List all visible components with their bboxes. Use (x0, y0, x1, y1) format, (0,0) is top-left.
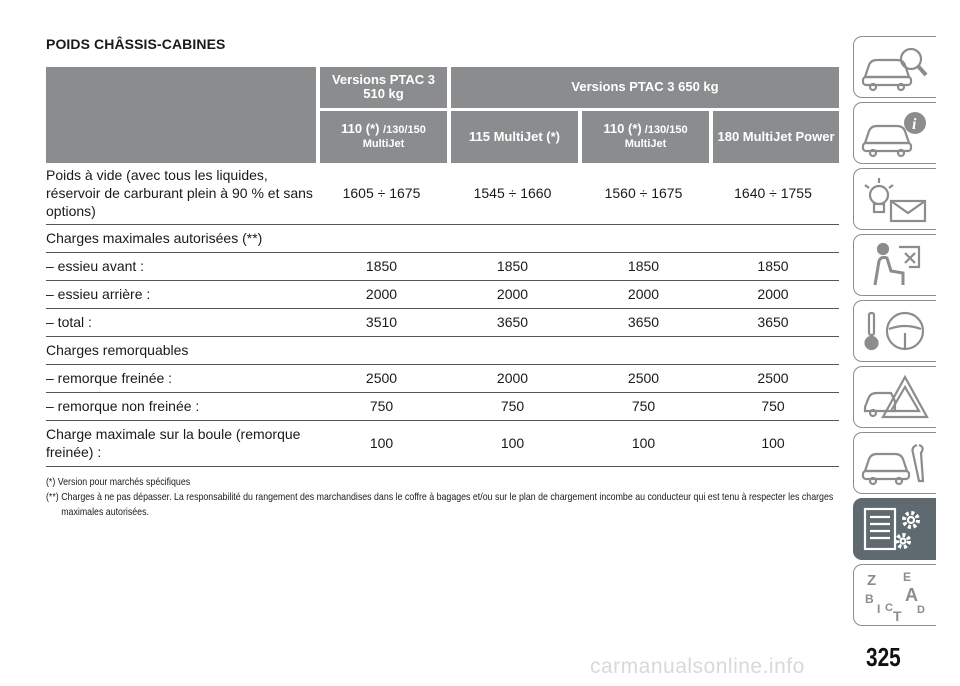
key-steering-wheel-icon (859, 305, 931, 357)
table-row (46, 364, 839, 392)
header-group-ptac-3650: Versions PTAC 3 650 kg (449, 67, 839, 109)
svg-text:B: B (865, 592, 874, 606)
footnote-marker: (**) (46, 491, 62, 503)
row-value (711, 336, 839, 364)
row-value: 2000 (318, 280, 449, 308)
chapter-tab-emergency[interactable] (853, 366, 936, 428)
row-value: 2000 (449, 280, 580, 308)
footnote-1 (46, 475, 838, 490)
row-value: 750 (449, 392, 580, 420)
table-row (46, 163, 839, 224)
table-row (46, 420, 839, 466)
row-value: 1640 ÷ 1755 (711, 163, 839, 224)
row-value: 2000 (711, 280, 839, 308)
row-value: 2000 (449, 364, 580, 392)
header-col-110-130-150-a: 110 (*) /130/150 MultiJet (318, 109, 449, 163)
chapter-tabs (853, 36, 939, 630)
chapter-tab-index[interactable] (853, 564, 936, 626)
chapter-tab-maintenance[interactable] (853, 432, 936, 494)
table-row (46, 252, 839, 280)
svg-text:T: T (893, 608, 902, 621)
svg-text:D: D (917, 604, 925, 616)
header-col-110-130-150-b: 110 (*) /130/150 MultiJet (580, 109, 711, 163)
footnote-text: Version pour marchés spécifiques (57, 476, 191, 488)
svg-text:I: I (877, 602, 881, 616)
page-number: 325 (866, 642, 901, 672)
svg-text:C: C (885, 602, 893, 614)
chapter-tab-technical-data[interactable] (853, 498, 936, 560)
chapter-tab-warning-lights[interactable] (853, 168, 936, 230)
svg-text:A: A (905, 585, 918, 605)
table-row (46, 280, 839, 308)
row-value: 3650 (580, 308, 711, 336)
svg-text:E: E (903, 570, 912, 584)
table-body (46, 163, 839, 466)
header-blank-cell (46, 67, 318, 163)
row-label: Charges remorquables (46, 336, 318, 364)
watermark: carmanualsonline.info (590, 655, 805, 678)
row-value: 3510 (318, 308, 449, 336)
svg-text:i: i (912, 116, 917, 133)
car-wrench-icon (859, 437, 931, 489)
row-value (318, 224, 449, 252)
row-value: 100 (318, 420, 449, 466)
chapter-tab-starting-driving[interactable] (853, 300, 936, 362)
row-label: – essieu arrière : (46, 280, 318, 308)
footnote-marker: (*) (46, 476, 58, 488)
chapter-tab-safety[interactable] (853, 234, 936, 296)
row-value: 750 (318, 392, 449, 420)
car-magnifier-icon (859, 41, 931, 93)
warning-triangle-crash-icon (859, 371, 931, 423)
row-value: 3650 (449, 308, 580, 336)
list-gears-icon (859, 503, 931, 555)
weights-table (46, 67, 839, 467)
header-group-ptac-3510: Versions PTAC 3 510 kg (318, 67, 449, 109)
row-label: – remorque freinée : (46, 364, 318, 392)
section-title: POIDS CHÂSSIS-CABINES (46, 36, 226, 52)
row-value (580, 224, 711, 252)
row-value: 1560 ÷ 1675 (580, 163, 711, 224)
row-value: 100 (711, 420, 839, 466)
row-label: Charges maximales autorisées (**) (46, 224, 318, 252)
row-label: – remorque non freinée : (46, 392, 318, 420)
table-row (46, 224, 839, 252)
chapter-tab-dashboard[interactable] (853, 102, 936, 164)
warning-light-envelope-icon (859, 173, 931, 225)
row-value: 1850 (711, 252, 839, 280)
alphabet-index-icon (859, 569, 931, 621)
row-value: 1850 (318, 252, 449, 280)
header-col-115-multijet: 115 MultiJet (*) (449, 109, 580, 163)
row-label: Charge maximale sur la boule (remorque freinée) : (46, 420, 318, 466)
row-value: 2500 (580, 364, 711, 392)
row-value: 100 (449, 420, 580, 466)
table-row (46, 308, 839, 336)
car-info-icon (859, 107, 931, 159)
table-row (46, 336, 839, 364)
row-value: 1850 (449, 252, 580, 280)
row-value: 100 (580, 420, 711, 466)
row-value: 2000 (580, 280, 711, 308)
row-value (580, 336, 711, 364)
row-value: 2500 (711, 364, 839, 392)
header-col-180-multijet-power: 180 MultiJet Power (711, 109, 839, 163)
footnote-text: Charges à ne pas dépasser. La responsabilité du rangement des marchandises dans le coffre à bagages et/ou sur le plan de chargement incombe au conducteur qui est tenu à respecter les charges maximales autorisées. (61, 491, 834, 518)
row-value: 750 (711, 392, 839, 420)
row-value: 1850 (580, 252, 711, 280)
chapter-tab-knowing-vehicle[interactable] (853, 36, 936, 98)
row-value (318, 336, 449, 364)
footnotes (46, 475, 838, 520)
table-row (46, 392, 839, 420)
seat-airbag-icon (859, 239, 931, 291)
row-value (449, 336, 580, 364)
row-value: 750 (580, 392, 711, 420)
row-value: 3650 (711, 308, 839, 336)
footnote-2 (46, 490, 838, 520)
row-value (711, 224, 839, 252)
row-label: – essieu avant : (46, 252, 318, 280)
row-value: 1545 ÷ 1660 (449, 163, 580, 224)
row-label: – total : (46, 308, 318, 336)
row-value (449, 224, 580, 252)
row-label: Poids à vide (avec tous les liquides, réservoir de carburant plein à 90 % et sans options) (46, 163, 318, 224)
row-value: 2500 (318, 364, 449, 392)
svg-text:Z: Z (867, 572, 877, 589)
row-value: 1605 ÷ 1675 (318, 163, 449, 224)
